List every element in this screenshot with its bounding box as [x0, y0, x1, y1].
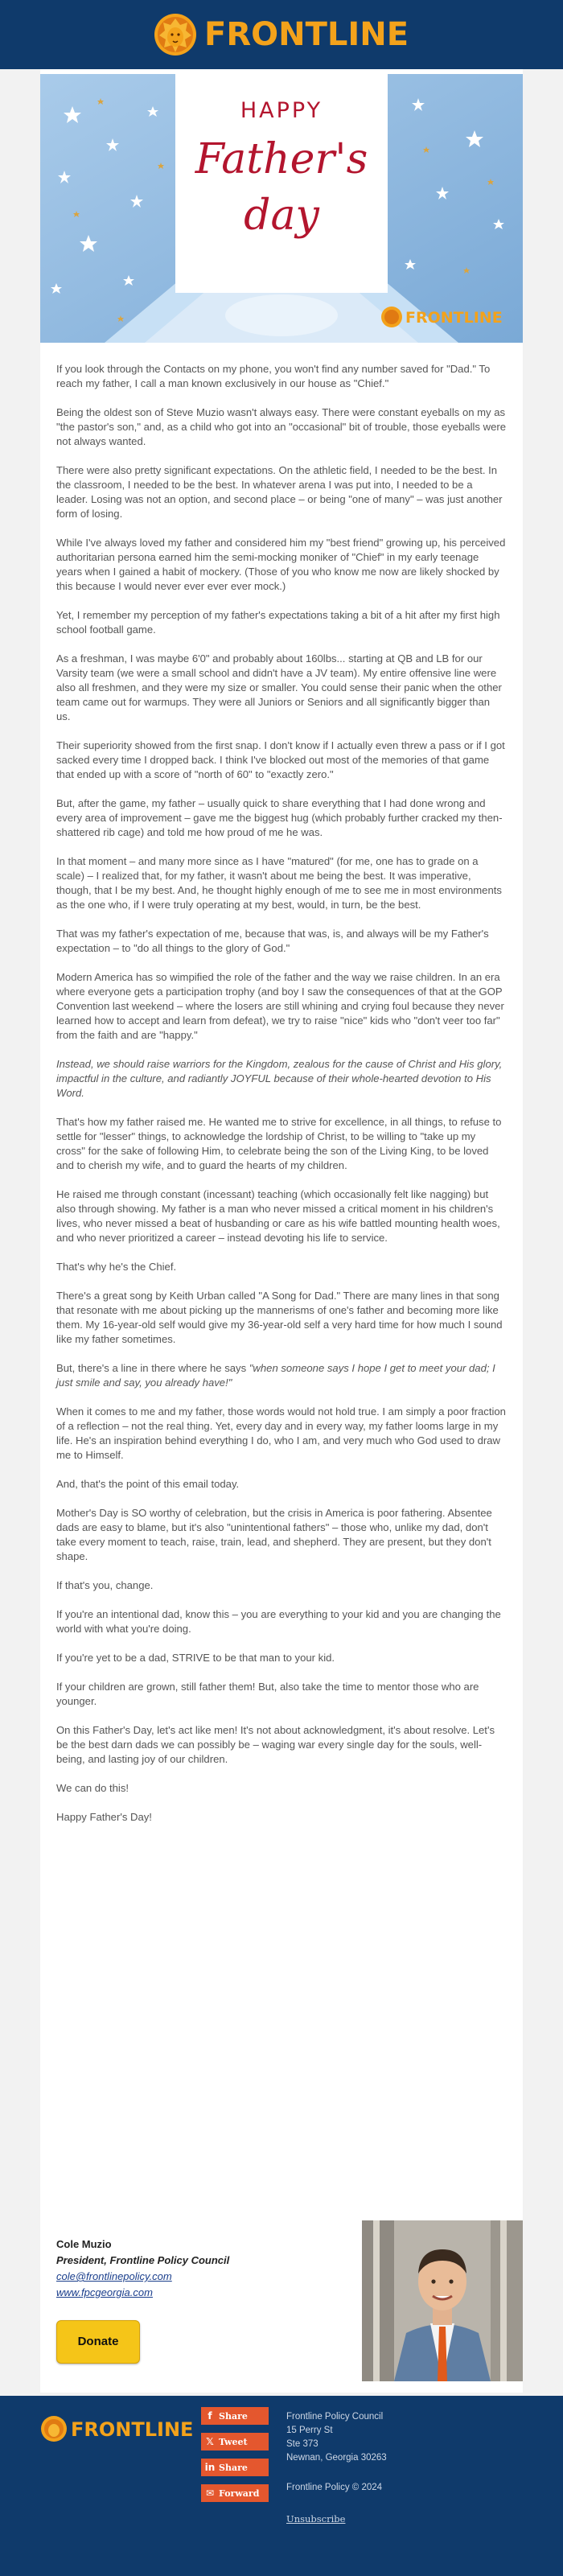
facebook-icon: f [208, 2410, 212, 2422]
address-line: Ste 373 [286, 2439, 318, 2449]
hero-logo-text: FRONTLINE [405, 309, 503, 327]
signature-website-link[interactable]: www.fpcgeorgia.com [56, 2286, 153, 2298]
signature-title: President, Frontline Policy Council [56, 2254, 230, 2266]
forward-label: Forward [219, 2488, 260, 2499]
email-content [40, 69, 523, 2393]
x-tweet-button[interactable] [201, 2433, 269, 2450]
hero-happy-text: HAPPY [240, 98, 323, 123]
signature-name: Cole Muzio [56, 2238, 112, 2250]
tweet-label: Tweet [219, 2437, 248, 2447]
paragraph: When it comes to me and my father, those words would not hold true. I am simply a poor fraction of a reflection – not the real thing. Yet, every day and in every way, my father looms large in my life. He's an inspiration behind everything I do, who I am, and very much who God used to draw me to Himself. [56, 1405, 506, 1461]
paragraph: Modern America has so wimpified the role of the father and the way we raise children. In an era where everyone gets a participation trophy (and boy I saw the consequences of that at the GOP Convention last weekend – where the losers are still whining and crying foul because they never learned how to accept and learn from defeat), we try to raise "nice" kids who "don't veer too far" from the faith and are "happy." [56, 971, 504, 1041]
email-footer [0, 2396, 563, 2576]
paragraph: He raised me through constant (incessant) teaching (which occasionally felt like nagging) but also through showing. My father is a man who never missed a critical moment in his children's lives, who never missed a beat of husbanding or care as his wife battled mounting health woes, and who never prioritized a career – instead devoting his life to service. [56, 1188, 500, 1244]
author-photo [362, 2220, 523, 2381]
quote-lead-in: But, there's a line in there where he says [56, 1362, 247, 1374]
donate-button[interactable]: Donate [56, 2320, 140, 2364]
hero-fathers-text: Father's [195, 135, 368, 183]
paragraph: Yet, I remember my perception of my father's expectations taking a bit of a hit after my first high school football game. [56, 609, 500, 636]
brand-wordmark: FRONTLINE [204, 16, 409, 53]
paragraph: Happy Father's Day! [56, 1811, 152, 1823]
paragraph: We can do this! [56, 1782, 129, 1794]
footer-address [286, 2410, 447, 2465]
paragraph: That's why he's the Chief. [56, 1261, 177, 1273]
x-icon: 𝕏 [206, 2436, 214, 2447]
share-label: Share [219, 2463, 248, 2473]
email-header [0, 0, 563, 69]
paragraph: That's how my father raised me. He wanted me to strive for excellence, in all things, to refuse to settle for "lesser" things, to acknowledge the lordship of Christ, to be willing to "take up my cross" for the sake of following Him, to celebrate being the son of the Living King, to be loved and to cherish my wife, and to guard the hearts of my children. [56, 1116, 502, 1171]
paragraph: There's a great song by Keith Urban called "A Song for Dad." There are many lines in that song that resonate with me about picking up the mannerisms of one's father and becoming more like them. My 16-year-old self would give my 36-year-old self a very hard time for how much I sound like my father sometimes. [56, 1290, 503, 1345]
portrait-illustration [362, 2220, 523, 2381]
linkedin-icon: in [204, 2462, 216, 2473]
footer-brand-wordmark: FRONTLINE [71, 2418, 194, 2441]
paragraph: On this Father's Day, let's act like men! It's not about acknowledgment, it's about resolve. Let's be the best darn dads we can possibly be – waging war every single day for the souls, well-being, and lasting joy of our children. [56, 1724, 495, 1765]
lion-logo-icon [153, 11, 198, 58]
address-line: Frontline Policy Council [286, 2412, 384, 2422]
paragraph: As a freshman, I was maybe 6'0" and probably about 160lbs... starting at QB and LB for our Varsity team (we were a small school and didn't have a JV team). My entire offensive line were also all freshmen, and they were my size or smaller. You could sense their panic when the other team came out for warmups. They were all Juniors or Seniors and all significantly bigger than us. [56, 652, 502, 722]
copyright-text: Frontline Policy © 2024 [286, 2483, 383, 2492]
letter-body [56, 362, 507, 1839]
song-quote: "when someone says I hope I get to meet your dad; I just smile and say, you already have!" [56, 1362, 495, 1389]
email-icon: ✉ [205, 2488, 215, 2499]
paragraph: If you're an intentional dad, know this – you are everything to your kid and you are changing the world with what you're doing. [56, 1608, 501, 1635]
paragraph: Mother's Day is SO worthy of celebration, but the crisis in America is poor fathering. Absentee dads are easy to blame, but it's also "unintentional fathers" – those who, unlike my dad, don't take every moment to teach, raise, train, lead, and shepherd. They are present, but they don't shape. [56, 1507, 492, 1562]
frontline-logo[interactable] [153, 11, 410, 58]
fathers-day-hero-image [40, 74, 523, 343]
paragraph: While I've always loved my father and considered him my "best friend" growing up, his perceived authoritarian persona earned him the semi-mocking moniker of "Chief" in my early teenage years when I gained a habit of mockery. (Those of you who know me now are likely shocked by this because I would never ever ever ever mock.) [56, 537, 506, 592]
facebook-share-button[interactable] [201, 2407, 269, 2425]
footer-logo[interactable] [40, 2413, 194, 2446]
paragraph-with-quote [56, 1361, 507, 1390]
paragraph: In that moment – and many more since as I have "matured" (for me, one has to grade on a scale) – I realized that, for my father, it wasn't about me being the best. It was imperative, though, that I be my best. And, he thought highly enough of me to see me in most environments as the one who, if I were truly operating at my best, would, in turn, be the best. [56, 855, 502, 911]
paragraph: There were also pretty significant expectations. On the athletic field, I needed to be the best. In the classroom, I needed to be the best. In whatever arena I was put into, I needed to be a leader. Losing was not an option, and second place – or being "one of many" – was just another form of losing. [56, 464, 503, 520]
address-line: Newnan, Georgia 30263 [286, 2453, 387, 2463]
signature-email-link[interactable]: cole@frontlinepolicy.com [56, 2270, 172, 2282]
paragraph: If you look through the Contacts on my phone, you won't find any number saved for "Dad." To reach my father, I call a man known exclusively in our house as "Chief." [56, 363, 491, 389]
hero-day-text: day [244, 191, 319, 240]
paragraph: If your children are grown, still father them! But, also take the time to mentor those who are younger. [56, 1681, 479, 1707]
paragraph: Being the oldest son of Steve Muzio wasn't always easy. There were constant eyeballs on my as "the pastor's son," and, as a child who got into an "occasional" bit of trouble, those eyeballs were not always wanted. [56, 406, 506, 447]
paragraph: That was my father's expectation of me, because that was, is, and always will be my Father's expectation – to "do all things to the glory of God." [56, 928, 489, 954]
forward-email-button[interactable] [201, 2484, 269, 2502]
paragraph: But, after the game, my father – usually quick to share everything that I had done wrong and every area of improvement – gave me the biggest hug (which probably further cracked my then-shattered rib cage) and told me how proud of me he was. [56, 797, 503, 838]
paragraph: If that's you, change. [56, 1579, 154, 1591]
footer-lion-icon [40, 2413, 68, 2444]
linkedin-share-button[interactable] [201, 2459, 269, 2476]
paragraph: And, that's the point of this email today. [56, 1478, 240, 1490]
hero-logo-icon [381, 307, 402, 327]
paragraph-italic: Instead, we should raise warriors for the Kingdom, zealous for the cause of Christ and His glory, impactful in the culture, and radiantly JOYFUL because of their whole-hearted devotion to His Word. [56, 1058, 503, 1099]
address-line: 15 Perry St [286, 2426, 333, 2435]
paragraph: If you're yet to be a dad, STRIVE to be that man to your kid. [56, 1652, 335, 1664]
unsubscribe-link[interactable]: Unsubscribe [286, 2513, 346, 2525]
paragraph: Their superiority showed from the first snap. I don't know if I actually even threw a pass or if I got sacked every time I dropped back. I think I've blocked out most of the memories of that game that ended up with a score of "north of 60" to "exactly zero." [56, 739, 505, 780]
share-label: Share [219, 2411, 248, 2422]
signature-block [56, 2237, 346, 2301]
